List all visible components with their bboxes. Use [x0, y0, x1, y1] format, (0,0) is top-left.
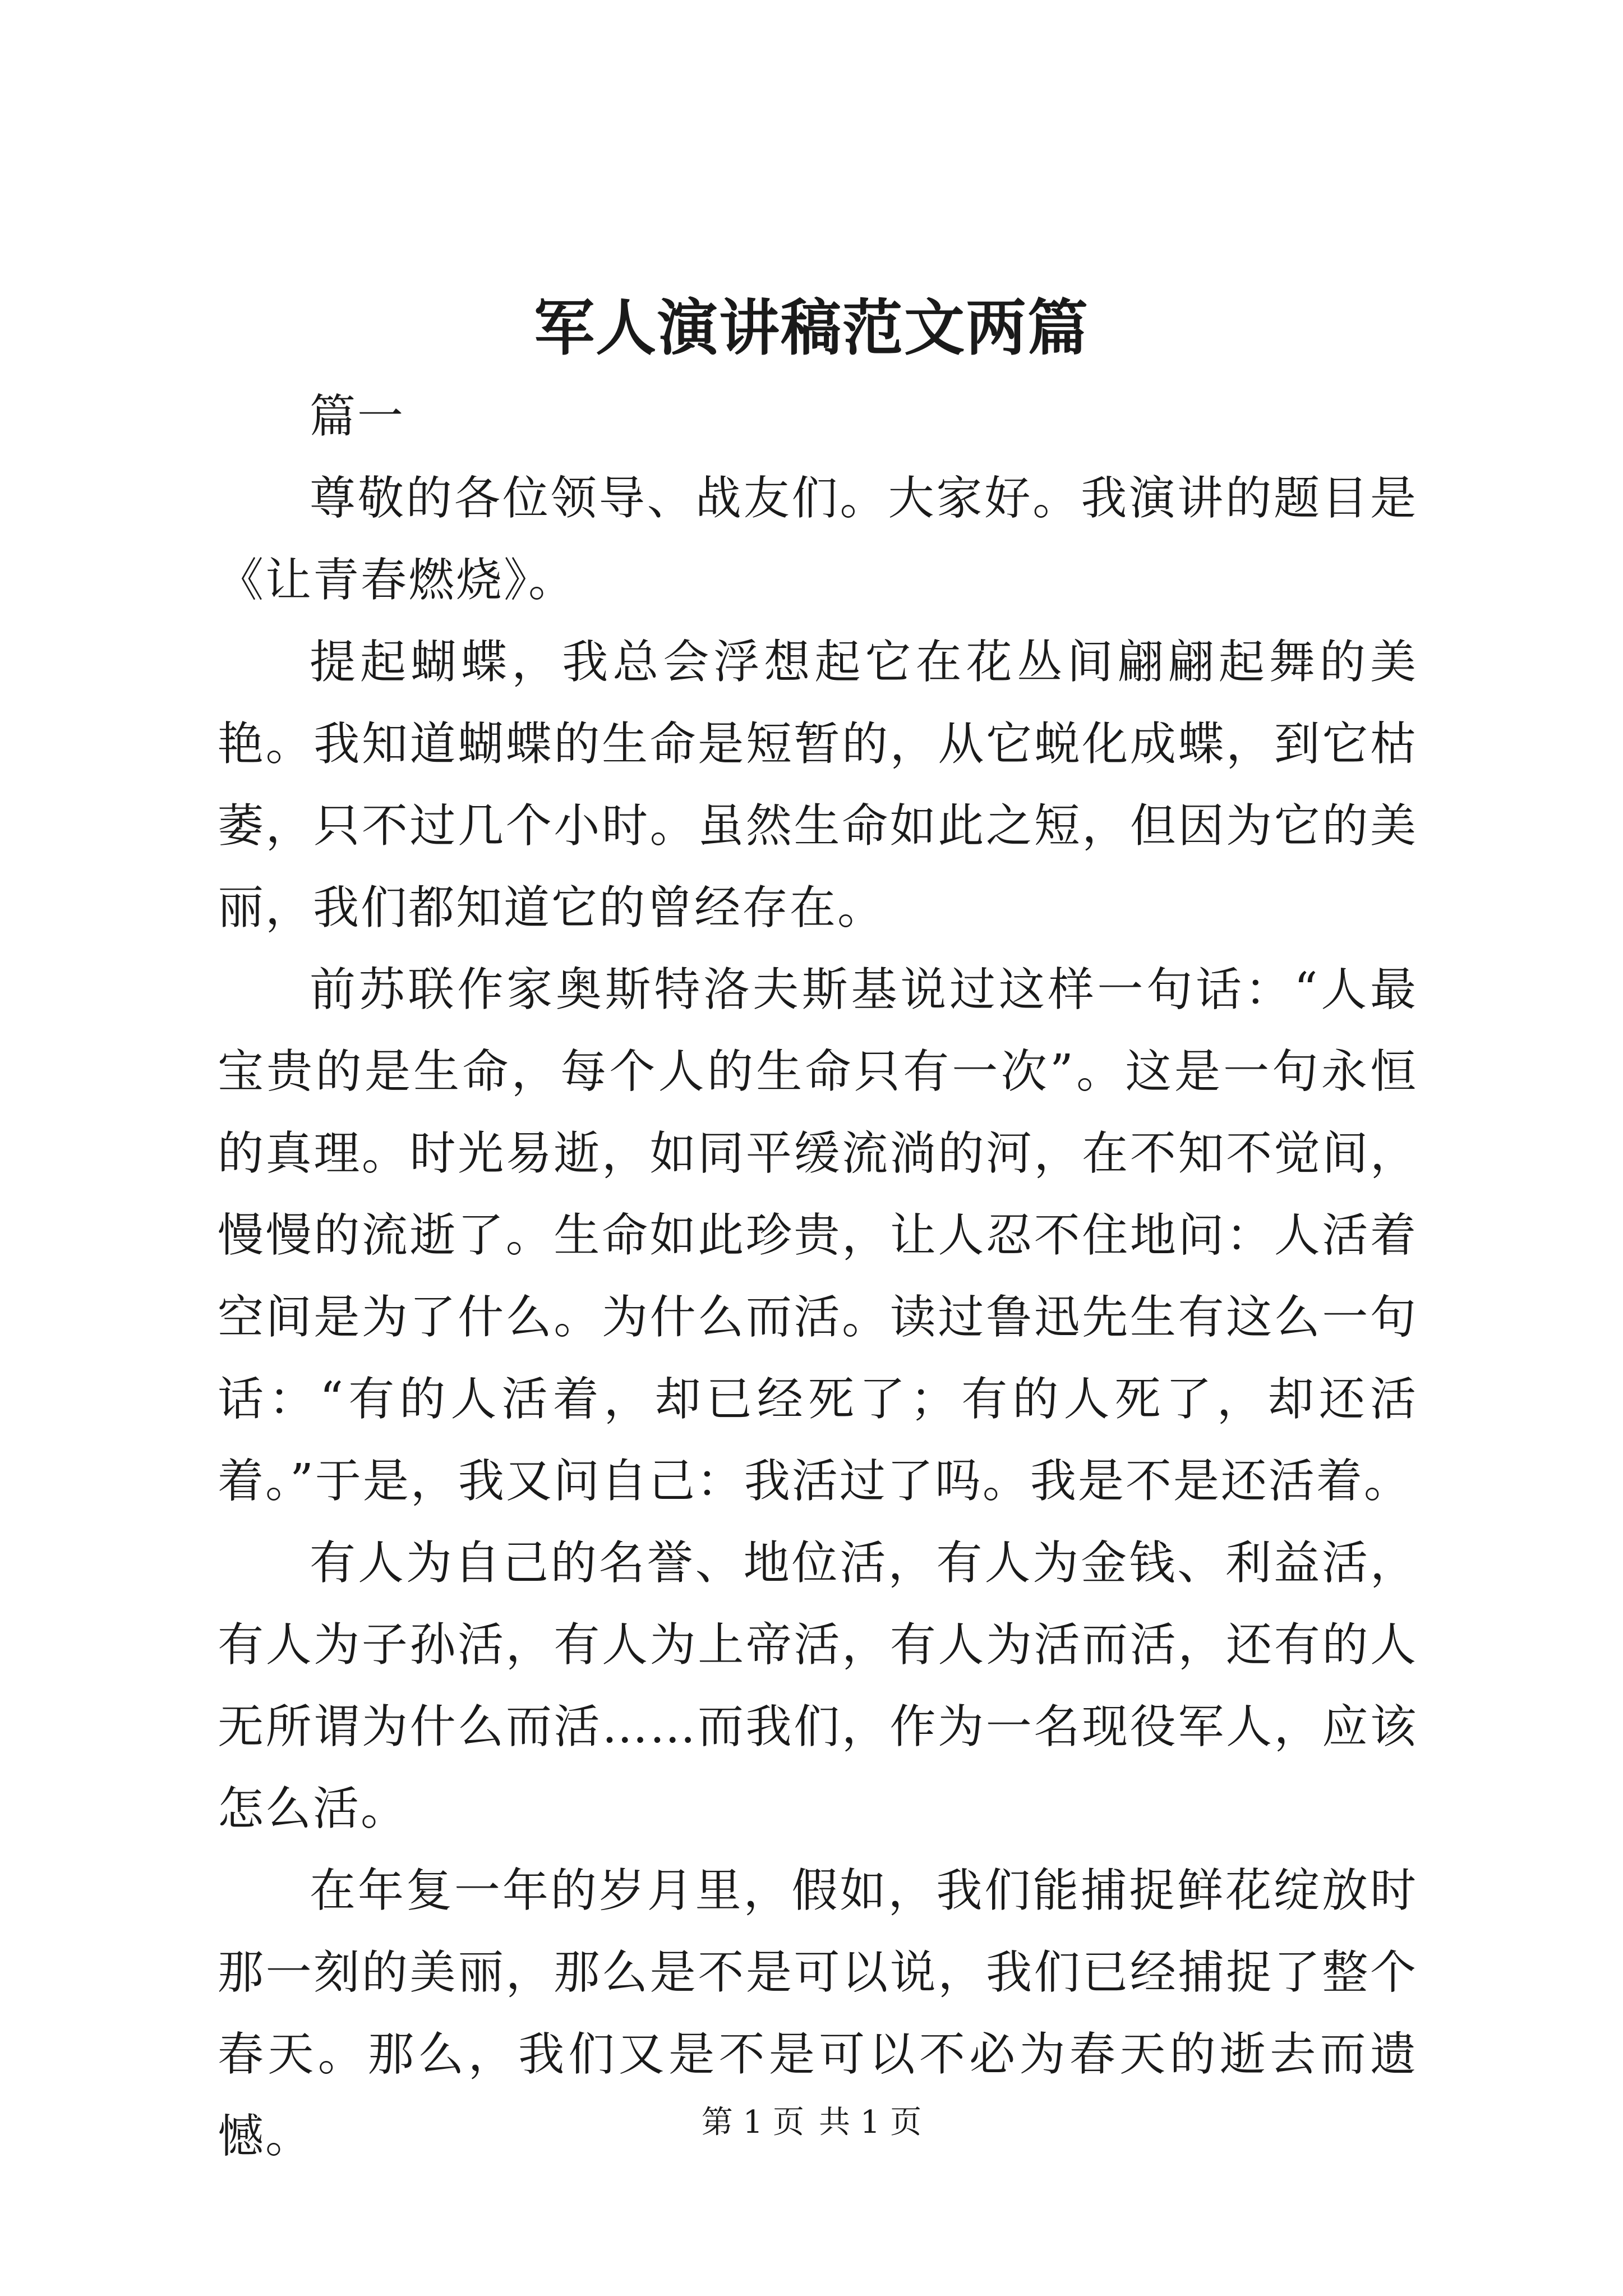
paragraph: 前苏联作家奥斯特洛夫斯基说过这样一句话：“人最宝贵的是生命，每个人的生命只有一次”。这是一句永恒的真理。时光易逝，如同平缓流淌的河，在不知不觉间，慢慢的流逝了。生命如此珍贵，让人忍不住地问：人活着空间是为了什么。为什么而活。读过鲁迅先生有这么一句话：“有的人活着，却已经死了；有的人死了，却还活着。”于是，我又问自己：我活过了吗。我是不是还活着。: [218, 963, 1418, 1508]
paragraph: 有人为自己的名誉、地位活，有人为金钱、利益活，有人为子孙活，有人为上帝活，有人为活而活，还有的人无所谓为什么而活……而我们，作为一名现役军人，应该怎么活。: [218, 1536, 1418, 1835]
page-total: 共 1 页: [819, 2104, 922, 2141]
page-footer: [0, 2100, 1623, 2145]
page-number: 第 1 页: [701, 2104, 804, 2141]
section-heading: 篇一: [310, 390, 405, 443]
paragraph: 提起蝴蝶，我总会浮想起它在花丛间翩翩起舞的美艳。我知道蝴蝶的生命是短暂的，从它蜕化成蝶，到它枯萎，只不过几个小时。虽然生命如此之短，但因为它的美丽，我们都知道它的曾经存在。: [218, 636, 1418, 935]
document-title: 军人演讲稿范文两篇: [533, 293, 1089, 364]
paragraph: 在年复一年的岁月里，假如，我们能捕捉鲜花绽放时那一刻的美丽，那么是不是可以说，我们已经捕捉了整个春天。那么，我们又是不是可以不必为春天的逝去而遗憾。: [218, 1864, 1418, 2163]
document-body: [218, 376, 1418, 2178]
paragraph: 尊敬的各位领导、战友们。大家好。我演讲的题目是《让青春燃烧》。: [218, 472, 1418, 607]
